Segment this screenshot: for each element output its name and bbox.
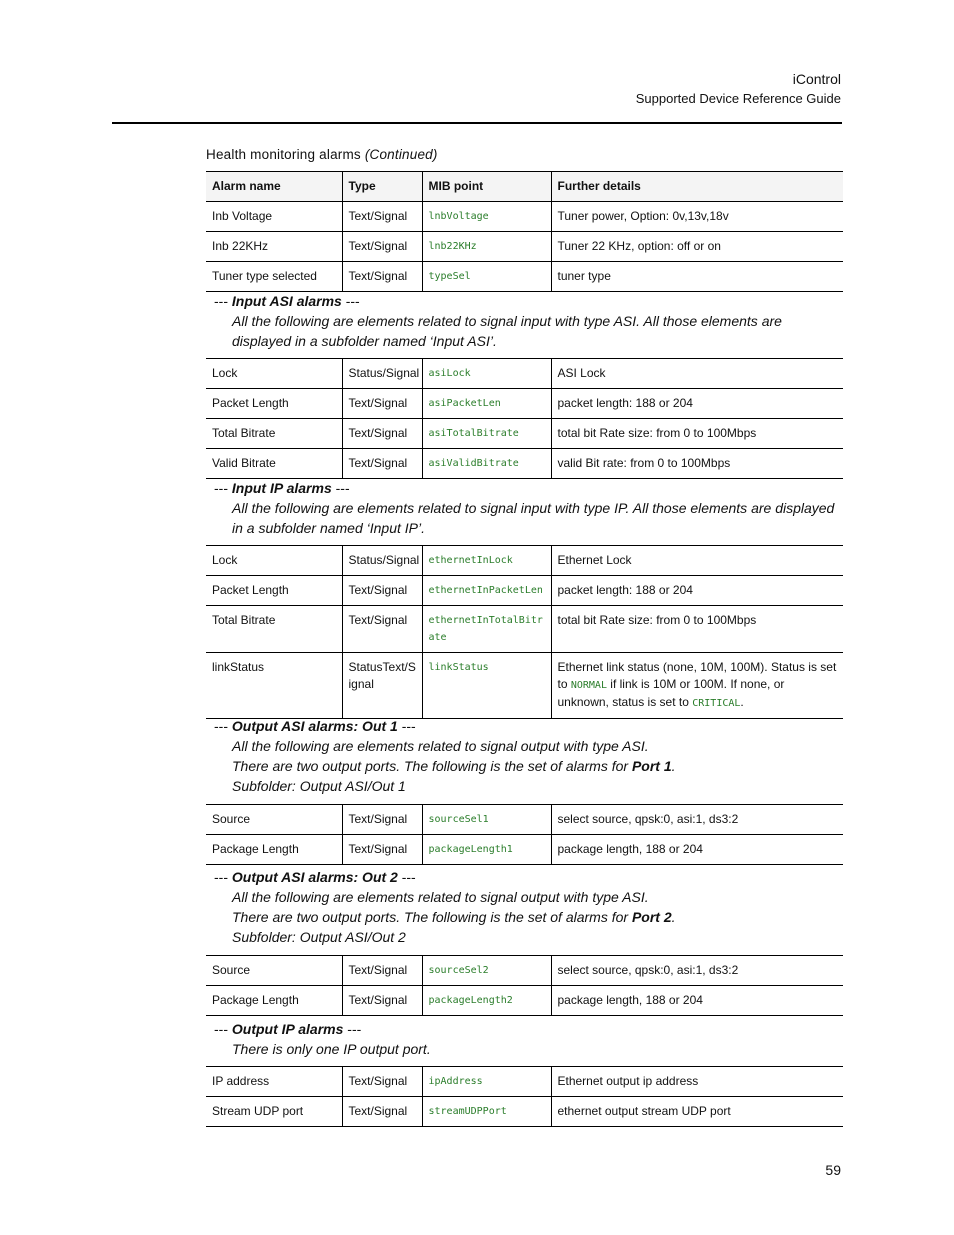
alarm-name: Inb Voltage [206,202,342,232]
section-heading [214,1019,842,1039]
col-header-mib-point: MIB point [422,172,551,202]
table-row [206,986,843,1016]
alarm-type: Text/Signal [342,606,422,653]
further-details: select source, qpsk:0, asi:1, ds3:2 [551,956,843,986]
section-description: All the following are elements related to signal input with type ASI. All those elements are displayed in a subfolder named ‘Input ASI’. [232,313,782,349]
alarm-name: linkStatus [206,653,342,719]
further-details: valid Bit rate: from 0 to 100Mbps [551,449,843,479]
alarm-type: Text/Signal [342,805,422,835]
alarm-type: Status/Signal [342,359,422,389]
section-input-ip [214,478,842,538]
alarms-table-input-ip [206,545,843,719]
alarm-type: Text/Signal [342,262,422,292]
further-details: packet length: 188 or 204 [551,576,843,606]
alarm-name: Packet Length [206,389,342,419]
description-line: All the following are elements related to signal output with type ASI. [232,889,649,905]
table-row [206,449,843,479]
section-description [232,736,842,796]
description-line: Subfolder: Output ASI/Out 1 [232,778,406,794]
details-text: Ethernet link status (none, 10M, 100M). Status is set to [557,660,837,691]
mib-point: lnb22KHz [422,232,551,262]
mib-point: asiPacketLen [422,389,551,419]
alarm-type: Text/Signal [342,986,422,1016]
alarm-type: Text/Signal [342,835,422,865]
alarm-name: IP address [206,1067,342,1097]
dash: --- [214,718,228,734]
description-line [232,907,842,927]
alarms-table-input-asi [206,358,843,479]
mib-point: ipAddress [422,1067,551,1097]
dash: --- [214,869,228,885]
table-header-row [206,172,843,202]
table-row [206,835,843,865]
dash: --- [401,718,416,734]
mib-point: ethernetInPacketLen [422,576,551,606]
text: . [671,758,676,774]
table-row [206,389,843,419]
alarm-type: Text/Signal [342,202,422,232]
section-input-asi [214,291,842,351]
section-heading [214,291,842,311]
section-description [232,887,842,947]
alarms-table-output-asi-out1 [206,804,843,865]
section-output-ip [214,1019,842,1059]
mib-point: packageLength2 [422,986,551,1016]
alarm-type: Text/Signal [342,449,422,479]
mib-point: linkStatus [422,653,551,719]
further-details: Tuner 22 KHz, option: off or on [551,232,843,262]
further-details: package length, 188 or 204 [551,986,843,1016]
further-details: ethernet output stream UDP port [551,1097,843,1127]
alarm-name: Source [206,805,342,835]
alarm-type: Text/Signal [342,956,422,986]
section-title: Output IP alarms [231,1021,344,1037]
col-header-alarm-name: Alarm name [206,172,342,202]
mib-point: asiValidBitrate [422,449,551,479]
col-header-further-details: Further details [551,172,843,202]
alarm-name: Total Bitrate [206,419,342,449]
table-row [206,262,843,292]
table-row [206,805,843,835]
table-row [206,576,843,606]
header-title: iControl [792,71,841,87]
alarm-type: Text/Signal [342,232,422,262]
mib-point: typeSel [422,262,551,292]
col-header-type: Type [342,172,422,202]
dash: --- [335,480,350,496]
further-details: select source, qpsk:0, asi:1, ds3:2 [551,805,843,835]
status-normal: NORMAL [570,680,607,691]
dash: --- [347,1021,362,1037]
mib-point: asiTotalBitrate [422,419,551,449]
section-heading [214,478,842,498]
alarm-name: Lock [206,359,342,389]
dash: --- [214,293,228,309]
further-details: Tuner power, Option: 0v,13v,18v [551,202,843,232]
alarm-name: Package Length [206,986,342,1016]
caption-text: Health monitoring alarms [206,147,361,162]
further-details: packet length: 188 or 204 [551,389,843,419]
alarm-name: Packet Length [206,576,342,606]
alarm-name: Lock [206,546,342,576]
section-title: Output ASI alarms: Out 2 [231,869,398,885]
section-description: There is only one IP output port. [232,1041,431,1057]
header-rule [112,122,842,124]
text: There are two output ports. The following is the set of alarms for [232,758,632,774]
dash: --- [214,1021,228,1037]
port-label: Port 2 [631,909,672,925]
mib-point: sourceSel2 [422,956,551,986]
section-title: Input IP alarms [231,480,332,496]
alarm-name: Source [206,956,342,986]
text: . [671,909,676,925]
further-details [551,653,843,719]
alarm-name: Inb 22KHz [206,232,342,262]
further-details: Ethernet output ip address [551,1067,843,1097]
alarm-type: Text/Signal [342,389,422,419]
further-details: tuner type [551,262,843,292]
alarm-name: Package Length [206,835,342,865]
dash: --- [214,480,228,496]
alarm-type: Text/Signal [342,1067,422,1097]
mib-point: packageLength1 [422,835,551,865]
alarm-name: Stream UDP port [206,1097,342,1127]
section-title: Input ASI alarms [231,293,342,309]
caption-continued: (Continued) [364,147,438,162]
table-row [206,606,843,653]
table-row [206,232,843,262]
table-row [206,359,843,389]
further-details: ASI Lock [551,359,843,389]
text: There are two output ports. The following is the set of alarms for [232,909,632,925]
header-subtitle: Supported Device Reference Guide [635,91,841,106]
table-row [206,653,843,719]
alarms-table-output-ip [206,1066,843,1127]
alarm-type: Text/Signal [342,1097,422,1127]
section-heading [214,867,842,887]
further-details: total bit Rate size: from 0 to 100Mbps [551,419,843,449]
table-row [206,956,843,986]
further-details: package length, 188 or 204 [551,835,843,865]
table-row [206,546,843,576]
mib-point: sourceSel1 [422,805,551,835]
mib-point: streamUDPPort [422,1097,551,1127]
details-text: . [740,695,744,709]
alarm-name: Tuner type selected [206,262,342,292]
section-description: All the following are elements related to signal input with type IP. All those elements are displayed in a subfolder named ‘Input IP’. [232,500,835,536]
alarms-table-main [206,171,843,292]
mib-point: asiLock [422,359,551,389]
alarm-type: Status/Signal [342,546,422,576]
further-details: Ethernet Lock [551,546,843,576]
page-number: 59 [825,1162,841,1178]
table-row [206,1067,843,1097]
alarm-type: Text/Signal [342,419,422,449]
alarm-name: Total Bitrate [206,606,342,653]
table-row [206,202,843,232]
details-text: if link is 10M or 100M. If none, or unknown, status is set to [557,677,785,709]
mib-point: ethernetInTotalBitrate [422,606,551,653]
mib-point: ethernetInLock [422,546,551,576]
description-line [232,756,842,776]
table-row [206,419,843,449]
dash: --- [345,293,360,309]
section-title: Output ASI alarms: Out 1 [231,718,398,734]
mib-point: lnbVoltage [422,202,551,232]
alarm-type: StatusText/Signal [342,653,422,719]
alarm-type: Text/Signal [342,576,422,606]
section-heading [214,716,842,736]
section-output-asi-out2 [214,867,842,947]
alarms-table-output-asi-out2 [206,955,843,1016]
table-row [206,1097,843,1127]
further-details: total bit Rate size: from 0 to 100Mbps [551,606,843,653]
section-output-asi-out1 [214,716,842,796]
description-line: All the following are elements related to signal output with type ASI. [232,738,649,754]
dash: --- [401,869,416,885]
description-line: Subfolder: Output ASI/Out 2 [232,929,406,945]
table-caption [206,147,438,162]
alarm-name: Valid Bitrate [206,449,342,479]
status-critical: CRITICAL [692,698,741,709]
port-label: Port 1 [631,758,672,774]
